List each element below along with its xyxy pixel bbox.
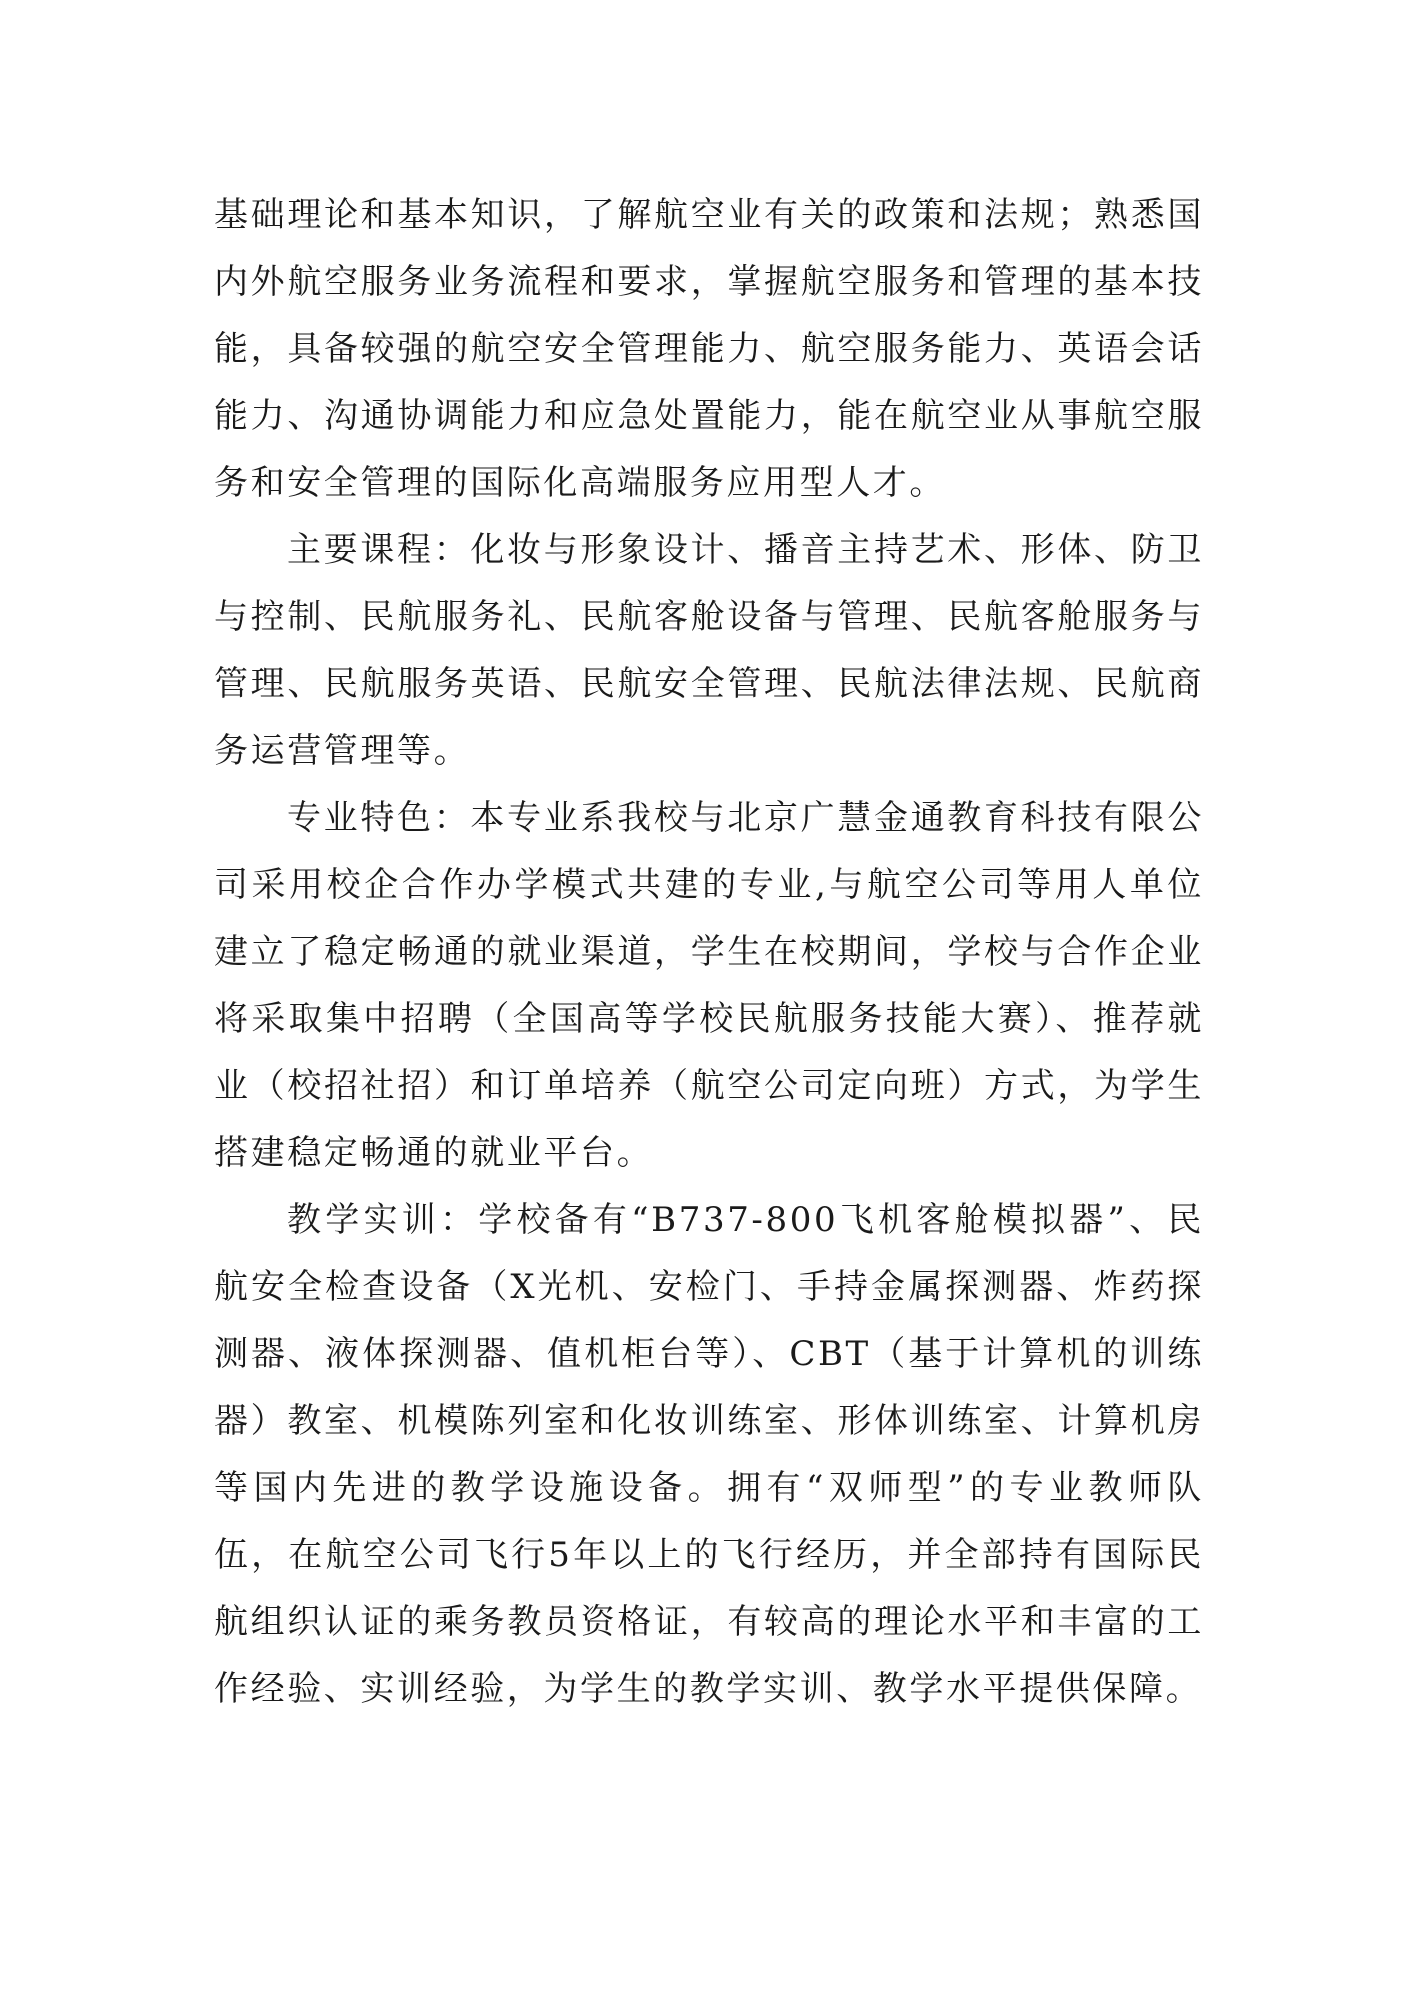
paragraph-continuation bbox=[214, 182, 1204, 517]
paragraph-main-courses bbox=[214, 517, 1204, 785]
paragraph-heading: 主要课程： bbox=[287, 530, 471, 570]
paragraph-heading: 教学实训： bbox=[287, 1200, 479, 1240]
document-body bbox=[214, 182, 1204, 1723]
paragraph-text: 学校备有“B737-800飞机客舱模拟器”、民航安全检查设备（X光机、安检门、手持金属探测器、炸药探测器、液体探测器、值机柜台等）、CBT（基于计算机的训练器）教室、机模陈列室和化妆训练室、形体训练室、计算机房等国内先进的教学设施设备。拥有“双师型”的专业教师队伍，在航空公司飞行5年以上的飞行经历，并全部持有国际民航组织认证的乘务教员资格证，有较高的理论水平和丰富的工作经验、实训经验，为学生的教学实训、教学水平提供保障。 bbox=[214, 1200, 1204, 1709]
paragraph-text: 基础理论和基本知识，了解航空业有关的政策和法规；熟悉国内外航空服务业务流程和要求，掌握航空服务和管理的基本技能，具备较强的航空安全管理能力、航空服务能力、英语会话能力、沟通协调能力和应急处置能力，能在航空业从事航空服务和安全管理的国际化高端服务应用型人才。 bbox=[214, 195, 1204, 503]
paragraph-features bbox=[214, 785, 1204, 1187]
paragraph-training bbox=[214, 1187, 1204, 1723]
paragraph-text: 本专业系我校与北京广慧金通教育科技有限公司采用校企合作办学模式共建的专业,与航空公司等用人单位建立了稳定畅通的就业渠道，学生在校期间，学校与合作企业将采取集中招聘（全国高等学校民航服务技能大赛）、推荐就业（校招社招）和订单培养（航空公司定向班）方式，为学生搭建稳定畅通的就业平台。 bbox=[214, 798, 1205, 1173]
paragraph-text: 化妆与形象设计、播音主持艺术、形体、防卫与控制、民航服务礼、民航客舱设备与管理、民航客舱服务与管理、民航服务英语、民航安全管理、民航法律法规、民航商务运营管理等。 bbox=[214, 530, 1205, 771]
paragraph-heading: 专业特色： bbox=[287, 798, 471, 838]
